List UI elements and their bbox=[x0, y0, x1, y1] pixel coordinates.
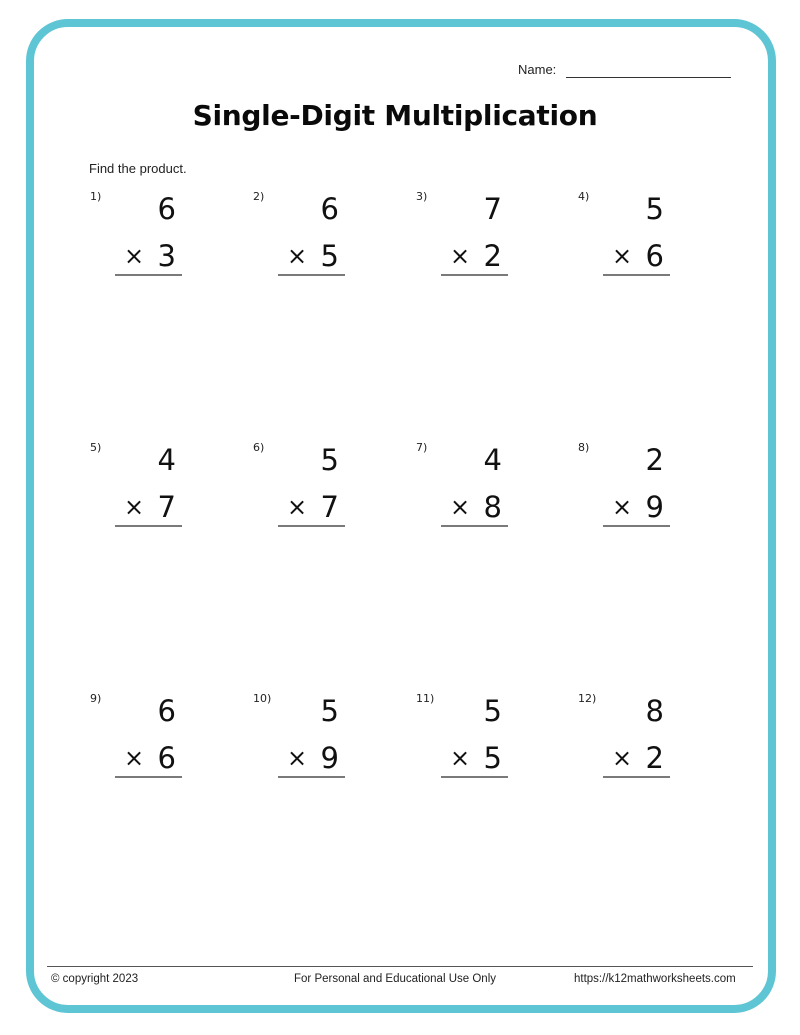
name-label: Name: bbox=[518, 62, 557, 77]
multiplier: 6 bbox=[645, 239, 664, 273]
multiplier: 8 bbox=[483, 490, 502, 524]
multiplier: 5 bbox=[320, 239, 339, 273]
multiplier: 7 bbox=[320, 490, 339, 524]
multiplicand: 5 bbox=[320, 694, 339, 728]
answer-line[interactable] bbox=[603, 525, 670, 527]
multiplicand: 6 bbox=[157, 694, 176, 728]
multiply-sign: × bbox=[450, 242, 471, 270]
multiplicand: 8 bbox=[645, 694, 664, 728]
multiply-sign: × bbox=[287, 242, 308, 270]
multiply-sign: × bbox=[124, 242, 145, 270]
answer-line[interactable] bbox=[603, 776, 670, 778]
multiplier: 7 bbox=[157, 490, 176, 524]
name-field-line[interactable] bbox=[566, 77, 731, 78]
answer-line[interactable] bbox=[603, 274, 670, 276]
multiplicand: 6 bbox=[320, 192, 339, 226]
worksheet-title: Single-Digit Multiplication bbox=[192, 99, 598, 132]
problem-6 bbox=[253, 441, 413, 551]
answer-line[interactable] bbox=[278, 776, 345, 778]
multiplicand: 5 bbox=[320, 443, 339, 477]
multiply-sign: × bbox=[124, 493, 145, 521]
multiplicand: 7 bbox=[483, 192, 502, 226]
problem-10 bbox=[253, 692, 413, 802]
problem-number: 10) bbox=[253, 692, 272, 705]
multiply-sign: × bbox=[612, 744, 633, 772]
multiplicand: 5 bbox=[483, 694, 502, 728]
multiplier: 5 bbox=[483, 741, 502, 775]
problem-2 bbox=[253, 190, 413, 300]
answer-line[interactable] bbox=[278, 525, 345, 527]
usage-notice: For Personal and Educational Use Only bbox=[294, 973, 496, 985]
multiply-sign: × bbox=[287, 493, 308, 521]
problem-number: 11) bbox=[416, 692, 435, 705]
multiplier: 3 bbox=[157, 239, 176, 273]
answer-line[interactable] bbox=[115, 776, 182, 778]
website-link[interactable]: https://k12mathworksheets.com bbox=[574, 973, 736, 985]
problem-number: 6) bbox=[253, 441, 265, 454]
problem-11 bbox=[416, 692, 576, 802]
footer-divider bbox=[47, 966, 753, 967]
multiply-sign: × bbox=[450, 744, 471, 772]
answer-line[interactable] bbox=[441, 525, 508, 527]
multiplicand: 4 bbox=[483, 443, 502, 477]
answer-line[interactable] bbox=[115, 274, 182, 276]
multiplicand: 6 bbox=[157, 192, 176, 226]
problem-number: 8) bbox=[578, 441, 590, 454]
multiplicand: 5 bbox=[645, 192, 664, 226]
copyright-text: © copyright 2023 bbox=[51, 973, 139, 985]
problem-9 bbox=[90, 692, 250, 802]
problem-7 bbox=[416, 441, 576, 551]
problem-number: 7) bbox=[416, 441, 428, 454]
multiplier: 2 bbox=[483, 239, 502, 273]
problem-number: 9) bbox=[90, 692, 102, 705]
problem-number: 4) bbox=[578, 190, 590, 203]
problem-number: 1) bbox=[90, 190, 102, 203]
multiplicand: 2 bbox=[645, 443, 664, 477]
multiply-sign: × bbox=[124, 744, 145, 772]
answer-line[interactable] bbox=[441, 776, 508, 778]
multiplier: 2 bbox=[645, 741, 664, 775]
answer-line[interactable] bbox=[441, 274, 508, 276]
multiply-sign: × bbox=[287, 744, 308, 772]
answer-line[interactable] bbox=[278, 274, 345, 276]
answer-line[interactable] bbox=[115, 525, 182, 527]
multiplier: 6 bbox=[157, 741, 176, 775]
problem-number: 2) bbox=[253, 190, 265, 203]
problem-number: 5) bbox=[90, 441, 102, 454]
problem-number: 12) bbox=[578, 692, 597, 705]
problem-4 bbox=[578, 190, 738, 300]
multiply-sign: × bbox=[612, 242, 633, 270]
instructions: Find the product. bbox=[89, 161, 187, 176]
problem-8 bbox=[578, 441, 738, 551]
multiplier: 9 bbox=[320, 741, 339, 775]
problem-1 bbox=[90, 190, 250, 300]
multiplier: 9 bbox=[645, 490, 664, 524]
multiply-sign: × bbox=[450, 493, 471, 521]
multiply-sign: × bbox=[612, 493, 633, 521]
problem-3 bbox=[416, 190, 576, 300]
problem-12 bbox=[578, 692, 738, 802]
problem-number: 3) bbox=[416, 190, 428, 203]
multiplicand: 4 bbox=[157, 443, 176, 477]
problem-5 bbox=[90, 441, 250, 551]
